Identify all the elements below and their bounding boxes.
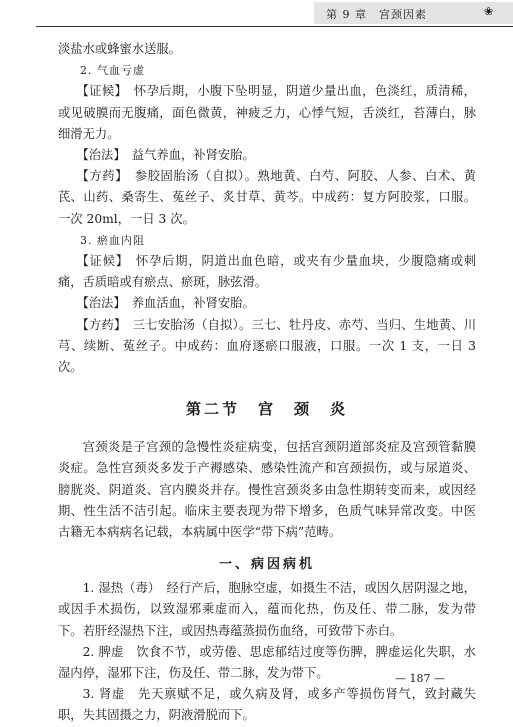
syndrome-text: 怀孕后期，阴道出血色暗，或夹有少量血块，少腹隐痛或刺痛，舌质暗或有瘀点、瘀斑，脉弦滑。: [58, 254, 476, 290]
cause-label: 2. 脾虚: [82, 644, 124, 659]
header-divider: [36, 26, 513, 27]
cause-label: 1. 湿热（毒）: [82, 581, 155, 596]
subtype-heading: 2. 气血亏虚: [80, 64, 145, 78]
subtype-heading: 3. 瘀血内阻: [80, 233, 145, 247]
cause-label: 3. 肾虚: [82, 687, 126, 702]
formula-text: 三七安胎汤（自拟）。三七、牡丹皮、赤芍、当归、生地黄、川芎、续断、菟丝子。中成药：血府逐瘀口服液，口服。一次 1 支，一日 3 次。: [58, 317, 476, 375]
formula-paragraph: [58, 166, 476, 230]
page-number: — 187 —: [395, 672, 445, 685]
formula-label: 【方药】: [76, 317, 121, 332]
formula-paragraph: [58, 315, 476, 379]
treatment-paragraph: [58, 293, 476, 314]
intro-paragraph: 宫颈炎是子宫颈的急慢性炎症病变，包括宫颈阴道部炎症及宫颈管黏膜炎症。急性宫颈炎多发于产褥感染、感染性流产和宫颈损伤，或与尿道炎、膀胱炎、阴道炎、宫内膜炎并存。慢性宫颈炎多由急性期转变而来，或因经期、性生活不洁引起。临床主要表现为带下增多，色质气味异常改变。中医古籍无本病病名记载，本病属中医学“带下病”范畴。: [58, 440, 476, 540]
syndrome-paragraph: [58, 251, 476, 293]
cause-paragraph: [58, 684, 476, 726]
cause-text: 饮食不节，或劳倦、思虑郁结过度等伤脾，脾虚运化失职，水湿内停，湿邪下注，伤及任、带二脉，发为带下。: [58, 644, 476, 681]
treatment-text: 养血活血，补肾安胎。: [131, 296, 255, 311]
cause-text: 先天禀赋不足，或久病及肾，或多产等损伤肾气，致封藏失职，失其固摄之力，阴液滑脱而下。: [58, 687, 476, 723]
page-header: [0, 0, 513, 26]
syndrome-text: 怀孕后期，小腹下坠明显，阴道少量出血，色淡红，质清稀，或见破膜而无腹痛，面色微黄，神疲乏力，心悸气短，舌淡红，苔薄白，脉细滑无力。: [58, 84, 476, 141]
cause-paragraph: [58, 578, 476, 642]
syndrome-label: 【证候】: [76, 254, 123, 269]
treatment-label: 【治法】: [76, 296, 120, 311]
syndrome-paragraph: [58, 81, 476, 145]
treatment-label: 【治法】: [76, 148, 120, 163]
subsection-heading: 一、病因病机: [218, 557, 315, 573]
section-title: 宫 颈 炎: [258, 400, 349, 419]
formula-label: 【方药】: [76, 169, 122, 184]
page-body: [58, 39, 476, 727]
treatment-text: 益气养血，补肾安胎。: [131, 148, 255, 163]
chapter-title: 第 9 章 宫颈因素: [326, 8, 427, 21]
treatment-paragraph: [58, 145, 476, 166]
section-number: 第二节: [185, 400, 240, 419]
formula-text: 参胶固胎汤（自拟）。熟地黄、白芍、阿胶、人参、白术、黄芪、山药、桑寄生、菟丝子、炙甘草、黄芩。中成药：复方阿胶浆，口服。一次 20ml，一日 3 次。: [58, 169, 476, 226]
cause-text: 经行产后，胞脉空虚，如摄生不洁，或因久居阴湿之地，或因手术损伤，以致湿邪乘虚而入，蕴而化热，伤及任、带二脉，发为带下。若肝经湿热下注，或因热毒蕴蒸损伤血络，可致带下赤白。: [58, 581, 476, 638]
flower-ornament-icon: ❀: [484, 5, 494, 18]
section-heading: [58, 398, 476, 419]
paragraph-continuation: 淡盐水或蜂蜜水送服。: [58, 42, 181, 56]
syndrome-label: 【证候】: [76, 84, 122, 99]
